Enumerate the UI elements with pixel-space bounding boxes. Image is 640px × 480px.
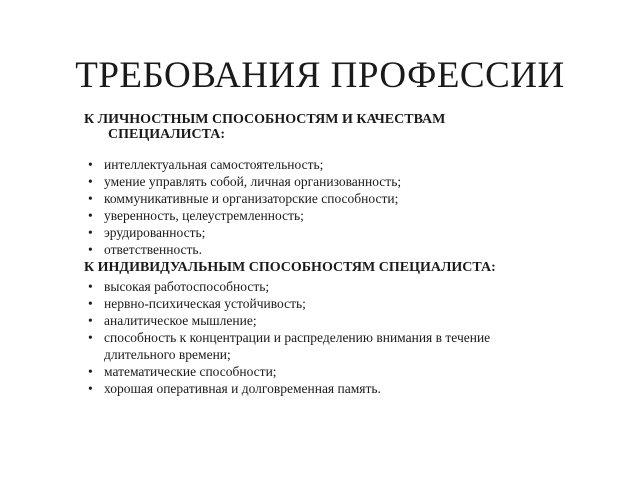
bullet-icon: • (88, 174, 93, 189)
section-heading-individual: К ИНДИВИДУАЛЬНЫМ СПОСОБНОСТЯМ СПЕЦИАЛИСТА: (84, 260, 496, 275)
list-item (84, 173, 554, 190)
list-item-text: нервно-психическая устойчивость; (104, 296, 306, 311)
list-item-text: хорошая оперативная и долговременная память. (104, 381, 381, 396)
bullet-icon: • (88, 296, 93, 311)
bullet-icon: • (88, 242, 93, 257)
bullet-icon: • (88, 279, 93, 294)
list-item (84, 363, 554, 380)
bullet-icon: • (88, 330, 93, 345)
bullet-icon: • (88, 157, 93, 172)
section-heading-personal-line2: СПЕЦИАЛИСТА: (108, 127, 226, 142)
list-item-text: уверенность, целеустремленность; (104, 208, 304, 223)
bullet-icon: • (88, 208, 93, 223)
list-item (84, 190, 554, 207)
section-heading-personal-line1: К ЛИЧНОСТНЫМ СПОСОБНОСТЯМ И КАЧЕСТВАМ (84, 112, 446, 127)
list-item-text: аналитическое мышление; (104, 313, 257, 328)
bullet-icon: • (88, 191, 93, 206)
list-item (84, 241, 554, 258)
section-heading-personal (84, 112, 554, 142)
list-item-text: умение управлять собой, личная организованность; (104, 174, 402, 189)
list-item-text: способность к концентрации и распределению внимания в течение длительного времени; (104, 330, 491, 362)
list-item-text: ответственность. (104, 242, 202, 257)
list-item (84, 329, 554, 363)
list-item-text: математические способности; (104, 364, 277, 379)
list-item (84, 295, 554, 312)
list-item (84, 380, 554, 397)
list-item (84, 278, 554, 295)
list-item (84, 156, 554, 173)
list-item-text: коммуникативные и организаторские способности; (104, 191, 399, 206)
list-item-text: эрудированность; (104, 225, 206, 240)
list-item (84, 207, 554, 224)
list-item (84, 312, 554, 329)
list-item-text: высокая работоспособность; (104, 279, 270, 294)
bullet-icon: • (88, 381, 93, 396)
slide-content (84, 112, 554, 397)
slide-title: ТРЕБОВАНИЯ ПРОФЕССИИ (75, 55, 565, 96)
bullet-icon: • (88, 364, 93, 379)
list-item-text: интеллектуальная самостоятельность; (104, 157, 324, 172)
personal-qualities-list (84, 156, 554, 258)
list-item (84, 224, 554, 241)
bullet-icon: • (88, 225, 93, 240)
bullet-icon: • (88, 313, 93, 328)
individual-abilities-list (84, 278, 554, 397)
